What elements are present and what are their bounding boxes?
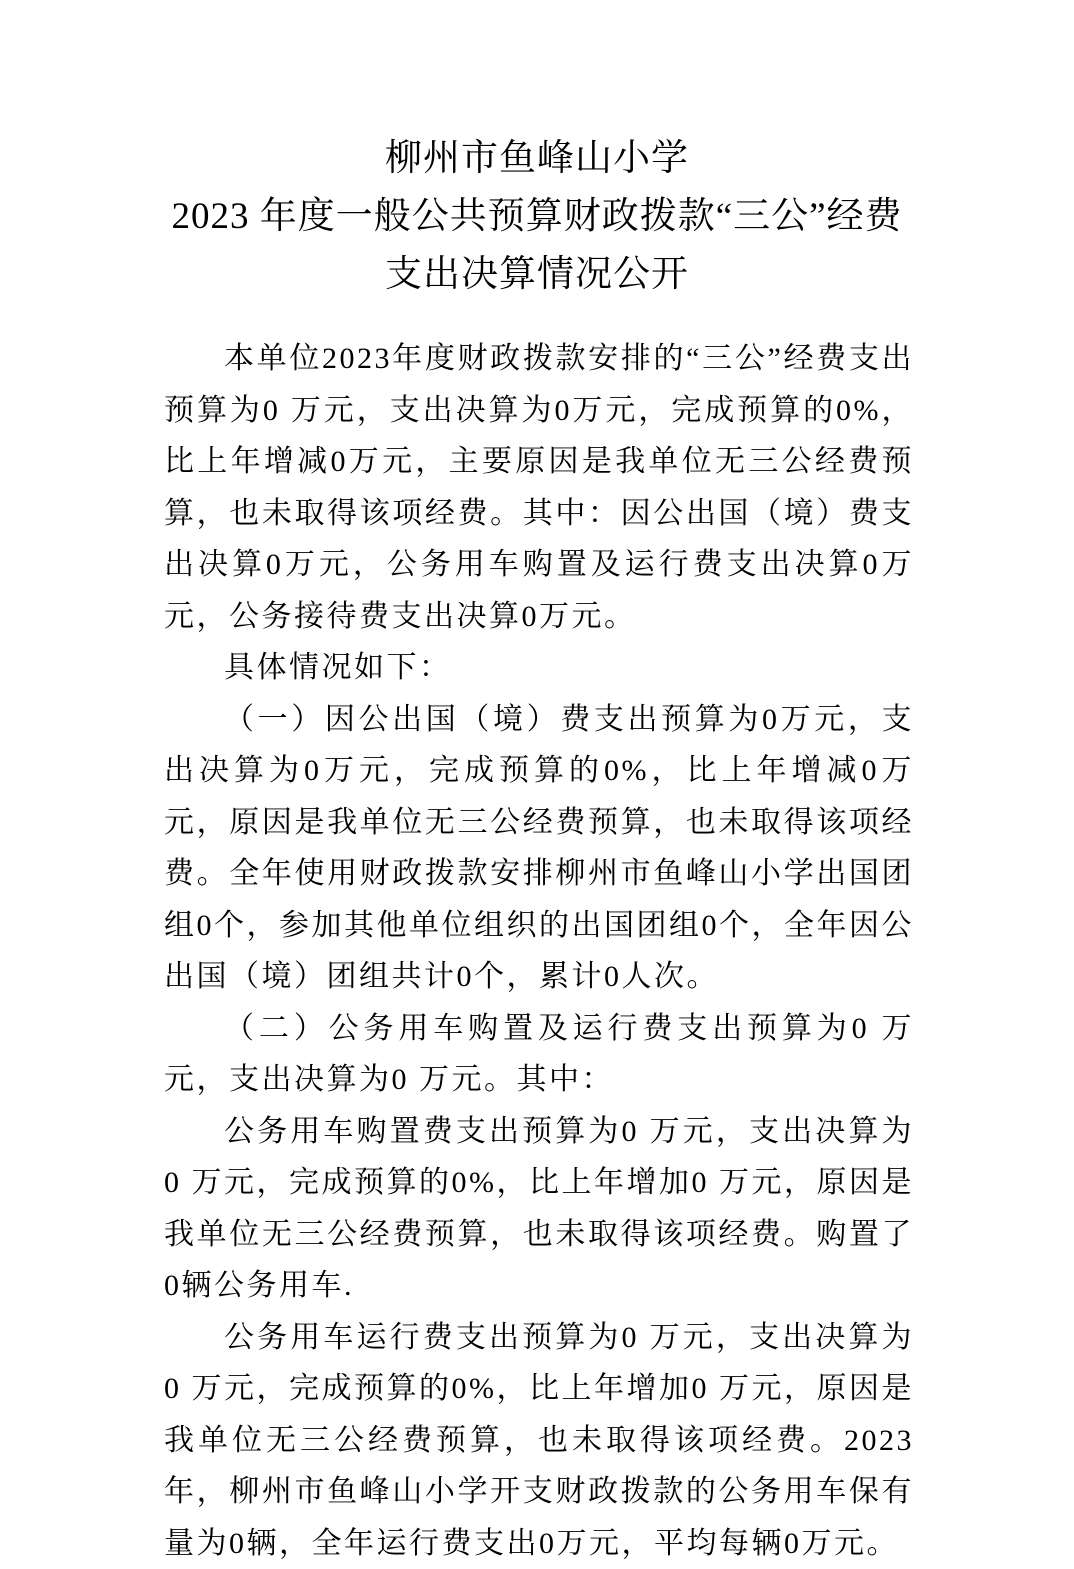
paragraph-summary: 本单位2023年度财政拨款安排的“三公”经费支出预算为0 万元，支出决算为0万元，完成预算的0%，比上年增减0万元，主要原因是我单位无三公经费预算，也未取得该项经费。其中：因公出国（境）费支出决算0万元，公务用车购置及运行费支出决算0万元，公务接待费支出决算0万元。 xyxy=(164,333,914,642)
paragraph-vehicle-operation: 公务用车运行费支出预算为0 万元，支出决算为0 万元，完成预算的0%，比上年增加0 万元，原因是我单位无三公经费预算，也未取得该项经费。2023年，柳州市鱼峰山小学开支财政拨款的公务用车保有量为0辆，全年运行费支出0万元，平均每辆0万元。 xyxy=(164,1312,914,1569)
paragraph-vehicle-purchase: 公务用车购置费支出预算为0 万元，支出决算为0 万元，完成预算的0%，比上年增加0 万元，原因是我单位无三公经费预算，也未取得该项经费。购置了0辆公务用车. xyxy=(164,1106,914,1312)
document-title-line-3: 支出决算情况公开 xyxy=(140,246,934,304)
paragraph-vehicle-total: （二）公务用车购置及运行费支出预算为0 万元，支出决算为0 万元。其中： xyxy=(164,1003,914,1106)
paragraph-details-intro: 具体情况如下： xyxy=(164,642,914,694)
document-title-line-2: 2023 年度一般公共预算财政拨款“三公”经费 xyxy=(140,188,934,246)
document-body xyxy=(164,333,914,1569)
document-title-line-1: 柳州市鱼峰山小学 xyxy=(140,130,934,188)
paragraph-overseas-travel: （一）因公出国（境）费支出预算为0万元，支出决算为0万元，完成预算的0%，比上年增减0万元，原因是我单位无三公经费预算，也未取得该项经费。全年使用财政拨款安排柳州市鱼峰山小学出国团组0个，参加其他单位组织的出国团组0个，全年因公出国（境）团组共计0个，累计0人次。 xyxy=(164,694,914,1003)
